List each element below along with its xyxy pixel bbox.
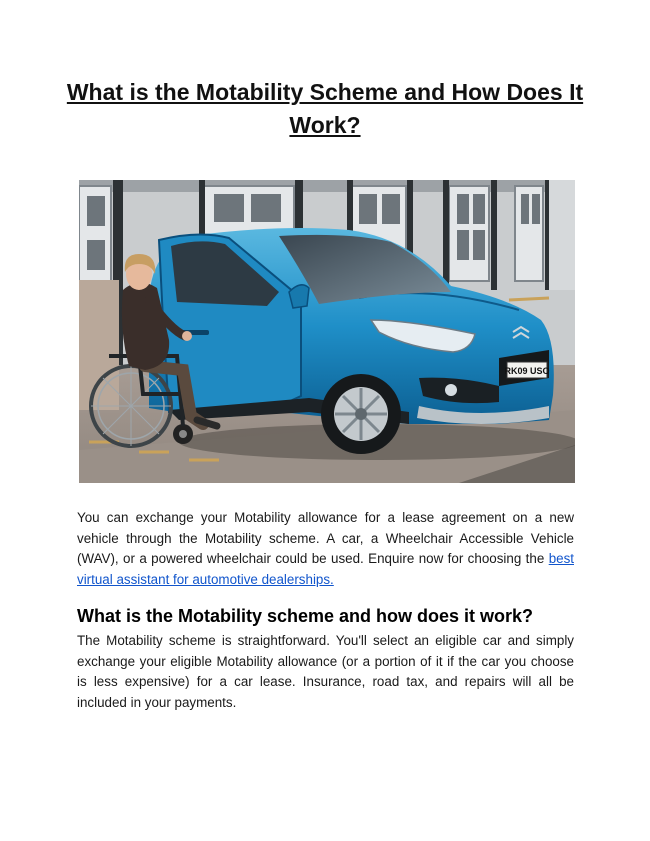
section-paragraph: The Motability scheme is straightforward. You'll select an eligible car and simply exchange your eligible Motability allowance (or a portion of it if the car you choose is less expensive) for a car lease. Insurance, road tax, and repairs will all be included in your payments. — [77, 633, 574, 710]
license-plate-text: RK09 USO — [504, 366, 550, 376]
page-title: What is the Motability Scheme and How Does It Work? — [66, 79, 584, 138]
section-heading: What is the Motability scheme and how does it work? — [77, 606, 534, 626]
intro-text: You can exchange your Motability allowance for a lease agreement on a new vehicle through the Motability scheme. A car, a Wheelchair Accessible Vehicle (WAV), or a powered wheelchair could be used. Enquire now for choosing the — [77, 510, 574, 567]
assistant-link[interactable]: best virtual assistant for automotive dealerships. — [77, 551, 574, 587]
intro-paragraph — [77, 508, 574, 590]
car-wheelchair-photo — [79, 180, 575, 483]
